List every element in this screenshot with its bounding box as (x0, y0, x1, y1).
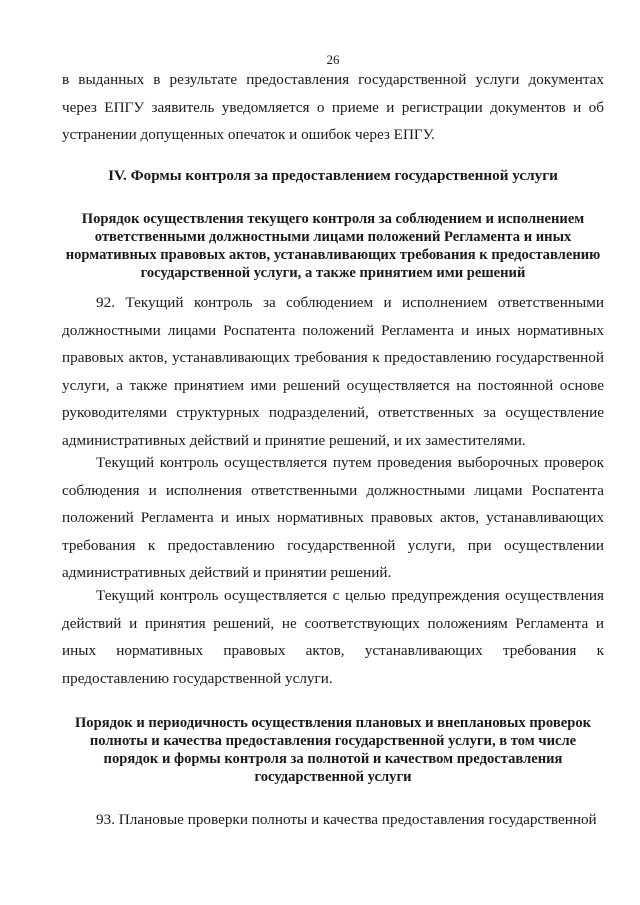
section-heading: IV. Формы контроля за предоставлением государственной услуги (108, 167, 558, 184)
paragraph-92: 92. Текущий контроль за соблюдением и исполнением ответственными должностными лицами Роспатента положений Регламента и иных нормативных правовых актов, устанавливающих требования к предоставлению государственной услуги, а также принятием ими решений осуществляется на постоянной основе руководителями структурных подразделений, ответственных за осуществление административных действий и принятие решений, и их заместителями. (62, 294, 604, 449)
subsection-heading-inspections: Порядок и периодичность осуществления плановых и внеплановых проверок полноты и качества предоставления государственной услуги, в том числе порядок и формы контроля за полнотой и качеством предоставления государственной услуги (74, 715, 592, 785)
paragraph-92-method: Текущий контроль осуществляется путем проведения выборочных проверок соблюдения и исполнения ответственными должностными лицами Роспатента положений Регламента и иных нормативных правовых актов, устанавливающих требования к предоставлению государственной услуги, при осуществлении административных действий и принятии решений. (62, 454, 604, 581)
page-number: 26 (326, 52, 340, 67)
paragraph-continuation: в выданных в результате предоставления государственной услуги документах через ЕПГУ заявитель уведомляется о приеме и регистрации документов и об устранении допущенных опечаток и ошибок через ЕПГУ. (62, 71, 604, 143)
paragraph-92-purpose: Текущий контроль осуществляется с целью предупреждения осуществления действий и принятия решений, не соответствующих положениям Регламента и иных нормативных правовых актов, устанавливающих требования к предоставлению государственной услуги. (62, 587, 604, 687)
paragraph-93: 93. Плановые проверки полноты и качества предоставления государственной (96, 811, 597, 828)
subsection-heading-current-control: Порядок осуществления текущего контроля за соблюдением и исполнением ответственными должностными лицами положений Регламента и иных нормативных правовых актов, устанавливающих требования к предоставлению государственной услуги, а также принятием ими решений (65, 211, 601, 281)
